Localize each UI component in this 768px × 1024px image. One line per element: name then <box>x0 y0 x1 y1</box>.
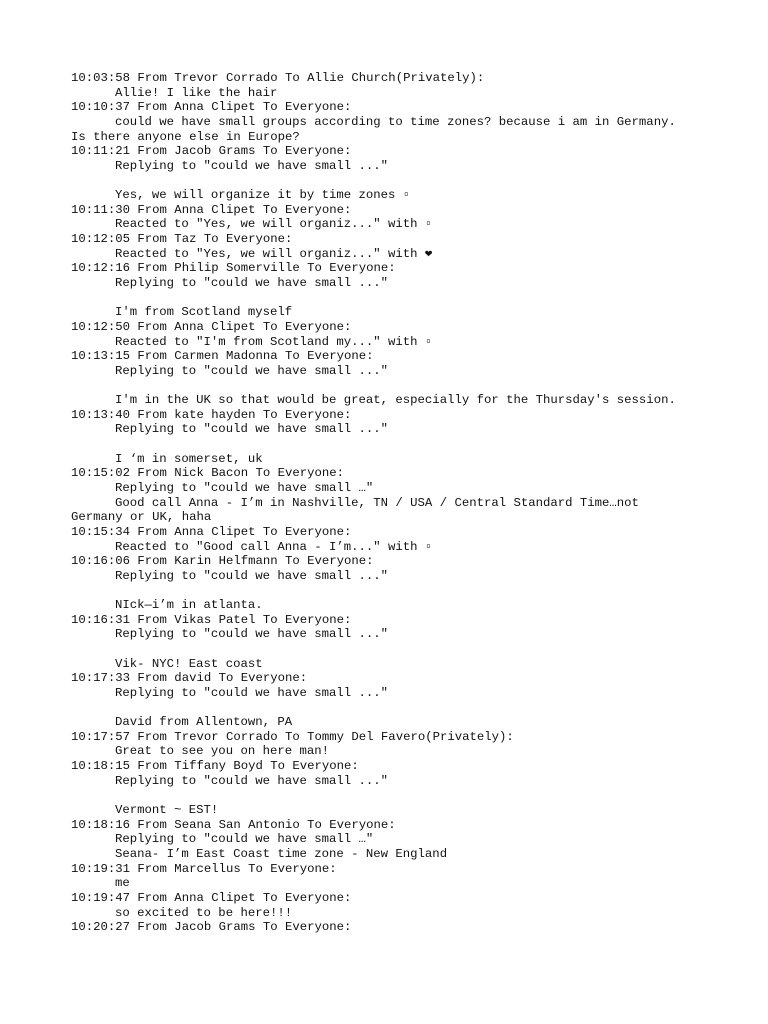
message-header: 10:18:15 From Tiffany Boyd To Everyone: <box>71 759 359 774</box>
message-text: Reacted to "Good call Anna - I’m..." with ▫ <box>115 539 433 554</box>
message-text: Good call Anna - I’m in Nashville, TN / USA / Central Standard Time…not <box>115 495 639 510</box>
message-header: 10:15:34 From Anna Clipet To Everyone: <box>71 524 352 539</box>
message-header: 10:19:31 From Marcellus To Everyone: <box>71 861 337 876</box>
message-text: Replying to "could we have small ..." <box>115 158 389 173</box>
message-header: 10:03:58 From Trevor Corrado To Allie Church(Privately): <box>71 71 485 85</box>
message-text: NIck—i’m in atlanta. <box>115 598 263 613</box>
message-text: Replying to "could we have small ..." <box>115 685 389 700</box>
message-text: Replying to "could we have small ..." <box>115 773 389 788</box>
message-text: Vik- NYC! East coast <box>115 656 263 671</box>
message-header: 10:16:06 From Karin Helfmann To Everyone: <box>71 554 374 569</box>
blank-line <box>71 788 761 803</box>
blank-line <box>71 173 761 188</box>
message-text: so excited to be here!!! <box>115 905 293 920</box>
message-header: 10:10:37 From Anna Clipet To Everyone: <box>71 100 352 115</box>
message-text: Allie! I like the hair <box>115 85 278 100</box>
message-text: Replying to "could we have small ..." <box>115 275 389 290</box>
message-header: 10:13:40 From kate hayden To Everyone: <box>71 407 352 422</box>
message-text: Great to see you on here man! <box>115 744 330 759</box>
message-text: Reacted to "Yes, we will organiz..." with ▫ <box>115 217 433 232</box>
message-header: 10:12:05 From Taz To Everyone: <box>71 232 293 247</box>
message-text: Replying to "could we have small ..." <box>115 422 389 437</box>
message-text: I'm in the UK so that would be great, especially for the Thursday's session. <box>115 393 676 408</box>
message-text: Replying to "could we have small ..." <box>115 363 389 378</box>
message-text: Reacted to "I'm from Scotland my..." with ▫ <box>115 334 433 349</box>
message-text: Yes, we will organize it by time zones ▫ <box>115 188 411 203</box>
message-text: David from Allentown, PA <box>115 715 293 730</box>
message-header: 10:17:57 From Trevor Corrado To Tommy Del Favero(Privately): <box>71 729 514 744</box>
message-text: I'm from Scotland myself <box>115 305 293 320</box>
message-text: Seana- I’m East Coast time zone - New England <box>115 846 448 861</box>
message-header: 10:11:21 From Jacob Grams To Everyone: <box>71 144 352 159</box>
message-header: 10:12:50 From Anna Clipet To Everyone: <box>71 319 352 334</box>
message-text: Reacted to "Yes, we will organiz..." with ❤ <box>115 246 433 261</box>
message-text: Replying to "could we have small ..." <box>115 568 389 583</box>
blank-line <box>71 378 761 393</box>
message-header: 10:17:33 From david To Everyone: <box>71 671 308 686</box>
blank-line <box>71 642 761 657</box>
message-text: me <box>115 876 130 891</box>
message-text: I ‘m in somerset, uk <box>115 451 263 466</box>
message-text: Replying to "could we have small …" <box>115 480 374 495</box>
message-text: Vermont ~ EST! <box>115 803 219 818</box>
message-header: 10:11:30 From Anna Clipet To Everyone: <box>71 202 352 217</box>
blank-line <box>71 437 761 452</box>
blank-line <box>71 291 761 306</box>
message-header: 10:16:31 From Vikas Patel To Everyone: <box>71 612 352 627</box>
message-text: Replying to "could we have small …" <box>115 832 374 847</box>
message-header: 10:15:02 From Nick Bacon To Everyone: <box>71 466 345 481</box>
chat-transcript <box>71 71 761 935</box>
message-header: 10:18:16 From Seana San Antonio To Everyone: <box>71 817 396 832</box>
blank-line <box>71 583 761 598</box>
message-header: 10:13:15 From Carmen Madonna To Everyone: <box>71 349 374 364</box>
message-text: Germany or UK, haha <box>71 510 212 525</box>
message-header: 10:19:47 From Anna Clipet To Everyone: <box>71 890 352 905</box>
message-header: 10:20:27 From Jacob Grams To Everyone: <box>71 920 352 935</box>
message-text: Replying to "could we have small ..." <box>115 627 389 642</box>
message-text: Is there anyone else in Europe? <box>71 129 300 144</box>
message-header: 10:12:16 From Philip Somerville To Everyone: <box>71 261 396 276</box>
blank-line <box>71 701 761 716</box>
message-text: could we have small groups according to time zones? because i am in Germany. <box>115 114 676 129</box>
